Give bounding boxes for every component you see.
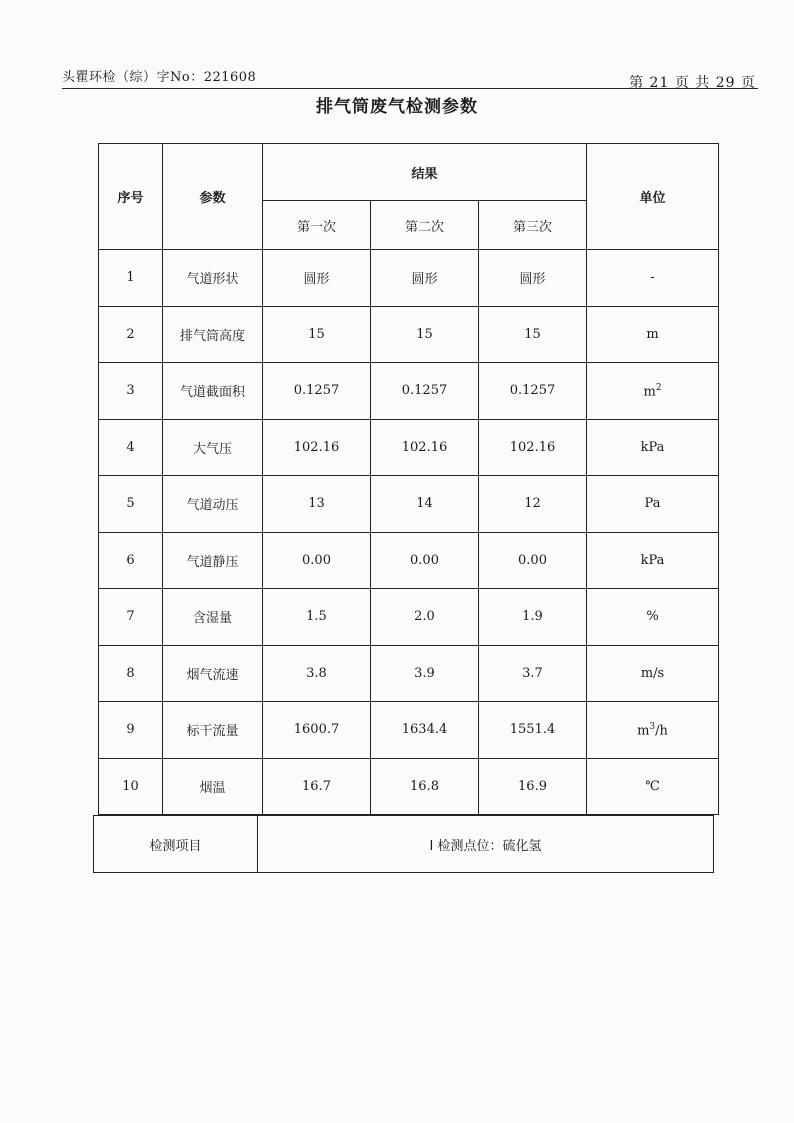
detection-item-table [93, 815, 714, 873]
table-row [99, 476, 719, 533]
row-run-2: 1634.4 [371, 702, 479, 759]
row-seq: 2 [99, 306, 163, 363]
table-body [99, 250, 719, 815]
table-row [99, 702, 719, 759]
row-run-2: 0.1257 [371, 363, 479, 420]
row-seq: 4 [99, 419, 163, 476]
table-row [99, 645, 719, 702]
row-run-2: 0.00 [371, 532, 479, 589]
header-param: 参数 [163, 144, 263, 250]
detection-item-value: I 检测点位：硫化氢 [258, 816, 714, 873]
row-unit [587, 419, 719, 476]
row-param: 含湿量 [163, 589, 263, 646]
table-row [99, 419, 719, 476]
row-param: 大气压 [163, 419, 263, 476]
header-divider [62, 88, 758, 89]
row-param: 气道静压 [163, 532, 263, 589]
row-run-3: 圆形 [479, 250, 587, 307]
row-param: 气道动压 [163, 476, 263, 533]
row-seq: 9 [99, 702, 163, 759]
row-run-3: 102.16 [479, 419, 587, 476]
row-param: 气道形状 [163, 250, 263, 307]
table-row [99, 758, 719, 815]
row-seq: 10 [99, 758, 163, 815]
row-unit-base: m [643, 383, 656, 399]
row-run-2: 102.16 [371, 419, 479, 476]
row-run-3: 0.1257 [479, 363, 587, 420]
row-unit-base: m/s [640, 665, 665, 681]
row-run-2: 圆形 [371, 250, 479, 307]
row-run-3: 15 [479, 306, 587, 363]
row-seq: 5 [99, 476, 163, 533]
row-param: 标干流量 [163, 702, 263, 759]
table-row [99, 363, 719, 420]
row-unit [587, 363, 719, 420]
header-run-2: 第二次 [371, 201, 479, 250]
row-run-2: 2.0 [371, 589, 479, 646]
row-unit-superscript: 2 [655, 382, 662, 393]
row-unit [587, 476, 719, 533]
header-run-1: 第一次 [263, 201, 371, 250]
table-row [99, 589, 719, 646]
row-run-1: 0.1257 [263, 363, 371, 420]
row-unit [587, 250, 719, 307]
row-unit-base: kPa [640, 439, 665, 455]
row-seq: 1 [99, 250, 163, 307]
row-run-3: 1551.4 [479, 702, 587, 759]
row-param: 烟温 [163, 758, 263, 815]
header-unit: 单位 [587, 144, 719, 250]
row-unit [587, 758, 719, 815]
row-unit-base: kPa [640, 552, 665, 568]
row-param: 烟气流速 [163, 645, 263, 702]
header-seq: 序号 [99, 144, 163, 250]
row-unit [587, 589, 719, 646]
row-unit [587, 532, 719, 589]
detection-item-label: 检测项目 [94, 816, 258, 873]
row-unit [587, 645, 719, 702]
row-unit-base: m [646, 326, 659, 342]
row-run-1: 15 [263, 306, 371, 363]
row-unit-base: Pa [644, 496, 661, 512]
row-run-2: 16.8 [371, 758, 479, 815]
report-number: 头瞿环检（综）字No：221608 [62, 70, 257, 85]
header-run-3: 第三次 [479, 201, 587, 250]
parameter-table [98, 143, 719, 815]
row-run-1: 0.00 [263, 532, 371, 589]
row-run-1: 1600.7 [263, 702, 371, 759]
table-row [99, 250, 719, 307]
row-param: 气道截面积 [163, 363, 263, 420]
row-run-3: 0.00 [479, 532, 587, 589]
table-row [99, 306, 719, 363]
row-unit-base: - [650, 270, 655, 286]
page-title: 排气筒废气检测参数 [316, 97, 478, 117]
row-run-1: 圆形 [263, 250, 371, 307]
row-run-2: 3.9 [371, 645, 479, 702]
row-seq: 3 [99, 363, 163, 420]
row-seq: 6 [99, 532, 163, 589]
row-run-1: 1.5 [263, 589, 371, 646]
row-unit-base: m [637, 722, 650, 738]
row-run-3: 16.9 [479, 758, 587, 815]
row-unit [587, 702, 719, 759]
row-param: 排气筒高度 [163, 306, 263, 363]
row-unit-base: ℃ [645, 778, 660, 794]
row-unit [587, 306, 719, 363]
page-info: 第 21 页 共 29 页 [629, 75, 756, 91]
row-run-3: 3.7 [479, 645, 587, 702]
row-unit-base: % [646, 609, 659, 625]
row-seq: 7 [99, 589, 163, 646]
table-row [99, 532, 719, 589]
row-run-1: 13 [263, 476, 371, 533]
row-run-1: 102.16 [263, 419, 371, 476]
row-unit-suffix: /h [655, 722, 668, 738]
row-run-1: 16.7 [263, 758, 371, 815]
row-seq: 8 [99, 645, 163, 702]
header-result: 结果 [263, 144, 587, 201]
row-run-3: 12 [479, 476, 587, 533]
row-run-3: 1.9 [479, 589, 587, 646]
row-run-1: 3.8 [263, 645, 371, 702]
row-run-2: 14 [371, 476, 479, 533]
row-run-2: 15 [371, 306, 479, 363]
row-unit-superscript: 3 [649, 721, 656, 732]
